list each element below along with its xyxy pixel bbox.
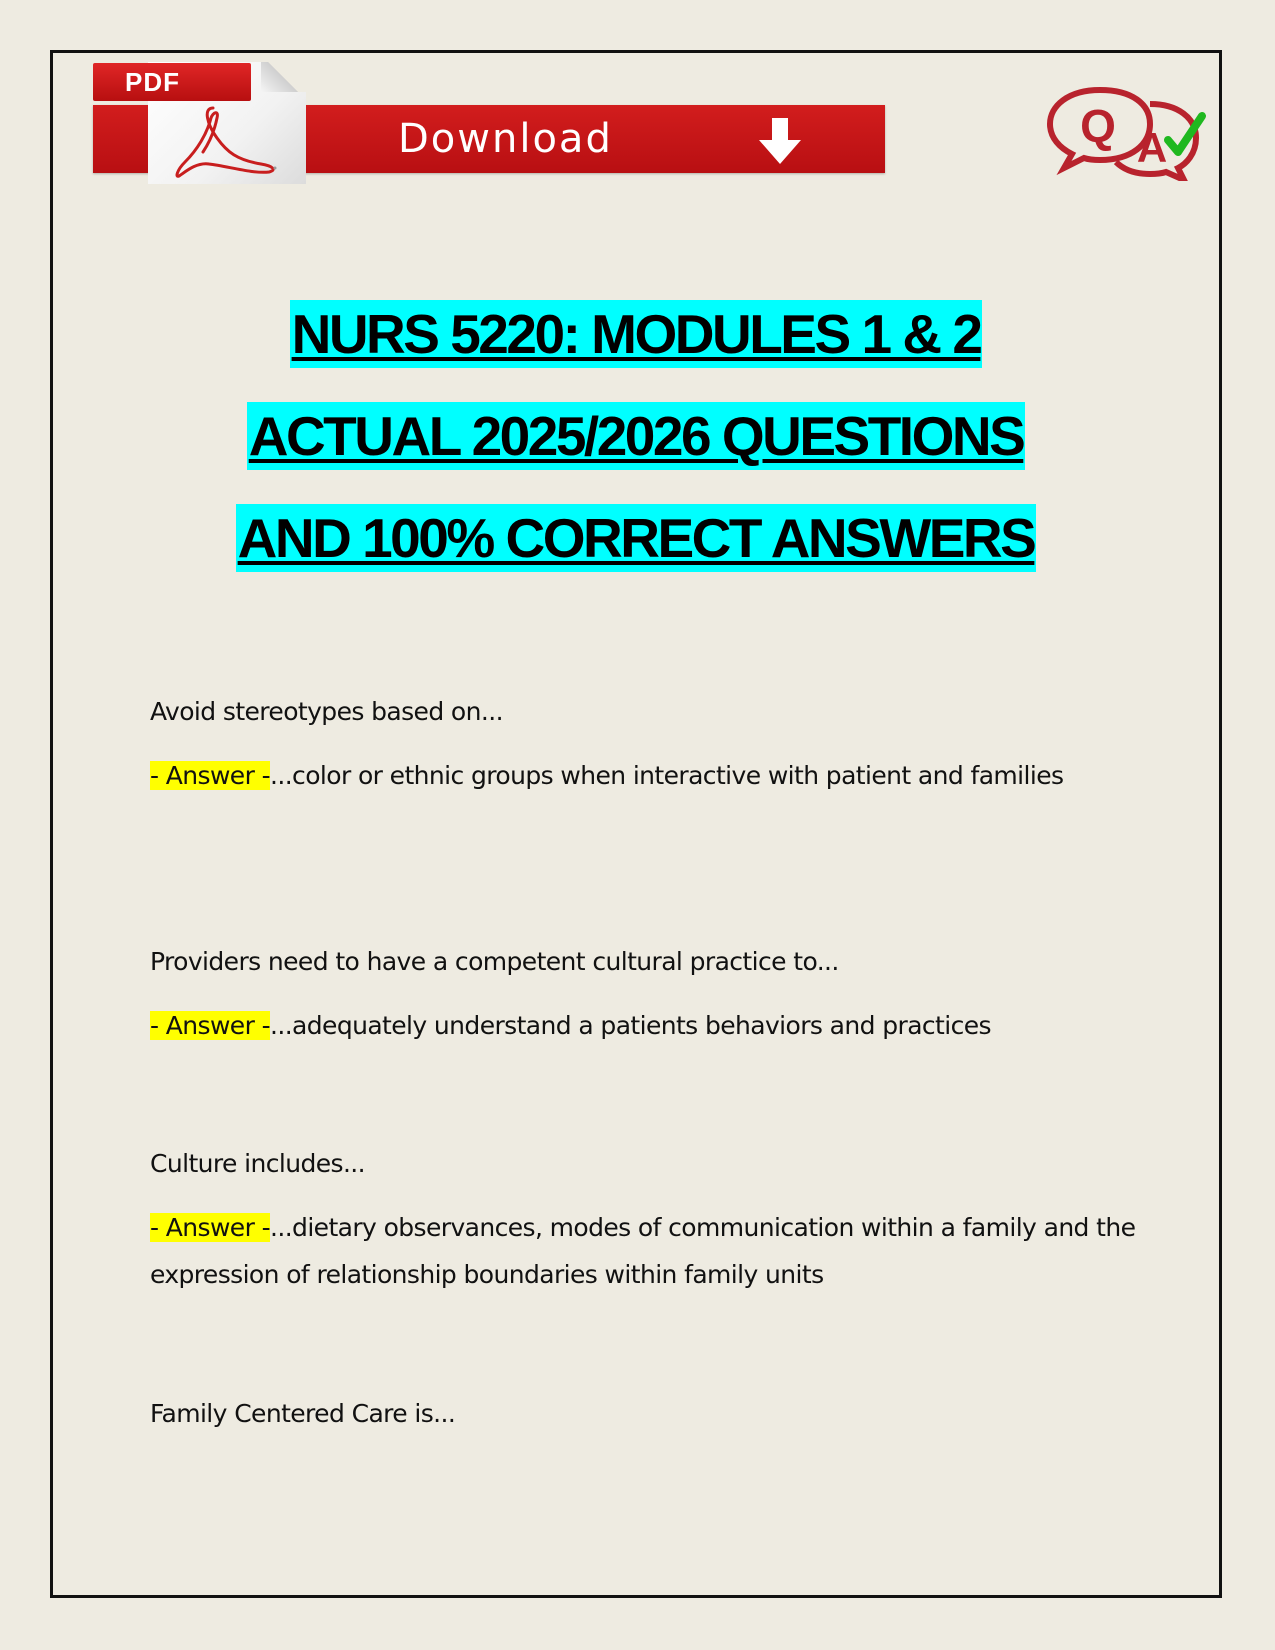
answer-tag: - Answer - (150, 761, 271, 790)
acrobat-logo-icon (173, 104, 283, 180)
qa-list (150, 688, 1150, 1454)
qa-logo-icon (1038, 76, 1208, 181)
answer-body: ...dietary observances, modes of communication within a family and the expression of relationship boundaries within family units (150, 1213, 1136, 1289)
answer-text (150, 1002, 1150, 1049)
qa-item (150, 938, 1150, 1140)
pdf-download-banner[interactable] (93, 62, 885, 184)
question-text: Culture includes... (150, 1149, 365, 1178)
document-title (50, 300, 1222, 572)
svg-text:A: A (1136, 124, 1168, 171)
title-line-2: ACTUAL 2025/2026 QUESTIONS (247, 402, 1026, 470)
answer-body: ...adequately understand a patients behaviors and practices (270, 1011, 991, 1040)
svg-text:Q: Q (1080, 100, 1116, 152)
qa-item (150, 1390, 1150, 1437)
answer-tag: - Answer - (150, 1213, 271, 1242)
answer-text (150, 1204, 1150, 1298)
answer-tag: - Answer - (150, 1011, 271, 1040)
page-fold-icon (261, 62, 306, 92)
question-text: Avoid stereotypes based on... (150, 697, 503, 726)
question-text: Providers need to have a competent cultural practice to... (150, 947, 839, 976)
download-label: Download (398, 116, 613, 162)
answer-body: ...color or ethnic groups when interactive with patient and families (270, 761, 1064, 790)
download-arrow-icon (755, 116, 805, 166)
title-line-1: NURS 5220: MODULES 1 & 2 (290, 300, 983, 368)
answer-text (150, 752, 1150, 799)
pdf-tag: PDF (93, 63, 251, 101)
question-text: Family Centered Care is... (150, 1399, 456, 1428)
title-line-3: AND 100% CORRECT ANSWERS (236, 504, 1037, 572)
qa-item (150, 688, 1150, 938)
qa-item (150, 1140, 1150, 1390)
